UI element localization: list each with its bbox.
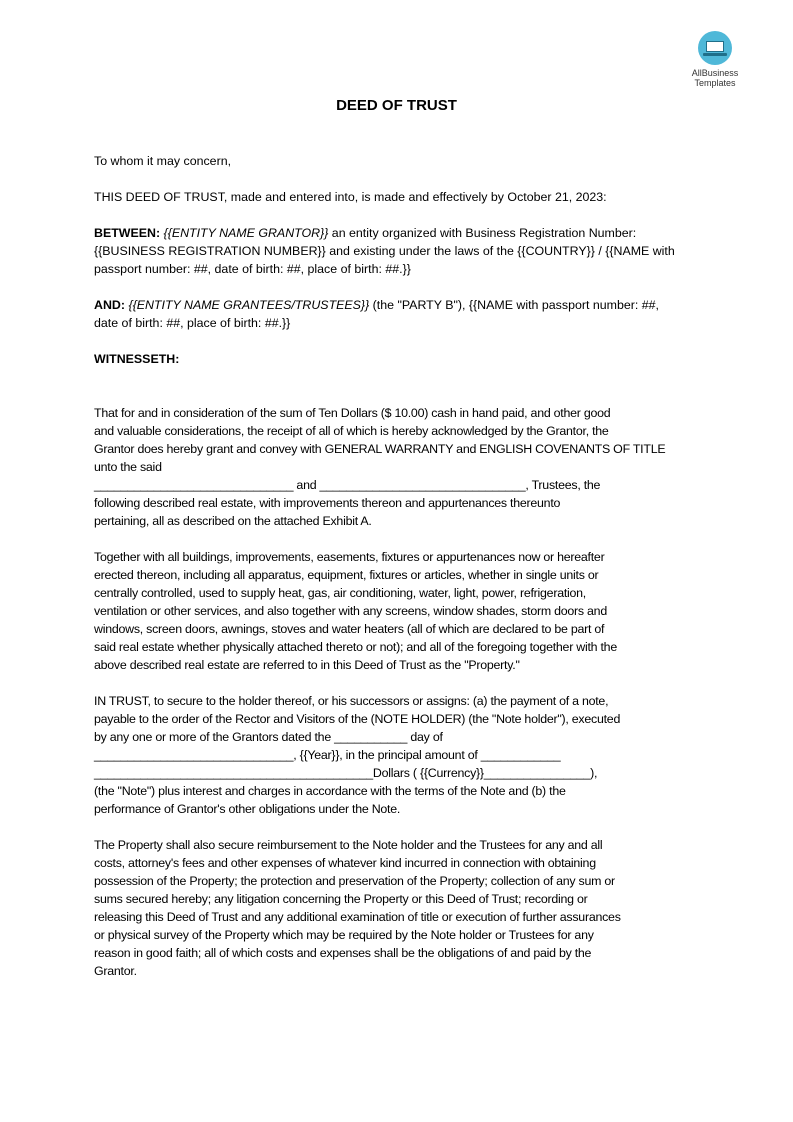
property-paragraph — [94, 548, 704, 674]
paragraph-line: ______________________________, {{Year}}, in the principal amount of ____________ — [94, 748, 561, 762]
logo-line-1: AllBusiness — [691, 68, 739, 78]
brand-logo — [680, 31, 750, 88]
witnesseth-heading: WITNESSETH: — [94, 352, 180, 366]
and-paragraph — [94, 296, 704, 332]
paragraph-line: erected thereon, including all apparatus, equipment, fixtures or articles, whether in single units or — [94, 568, 599, 582]
grantor-entity-placeholder: {{ENTITY NAME GRANTOR}} — [163, 226, 329, 240]
paragraph-line: centrally controlled, used to supply heat, gas, air conditioning, water, light, power, refrigeration, — [94, 586, 587, 600]
grantees-entity-placeholder: {{ENTITY NAME GRANTEES/TRUSTEES}} — [128, 298, 370, 312]
between-line-2: {{BUSINESS REGISTRATION NUMBER}} and existing under the laws of the {{COUNTRY}} / {{NAME with — [94, 244, 675, 258]
logo-line-2: Templates — [694, 78, 736, 88]
in-trust-paragraph — [94, 692, 704, 818]
and-line-1 — [94, 296, 704, 314]
between-line-1 — [94, 224, 704, 242]
paragraph-line: The Property shall also secure reimbursement to the Note holder and the Trustees for any and all — [94, 838, 603, 852]
paragraph-line: following described real estate, with improvements thereon and appurtenances thereunto — [94, 496, 561, 510]
paragraph-line: possession of the Property; the protection and preservation of the Property; collection of any sum or — [94, 874, 615, 888]
paragraph-line: (the "Note") plus interest and charges in accordance with the terms of the Note and (b) the — [94, 784, 566, 798]
logo-text — [680, 68, 750, 88]
between-line-3: passport number: ##, date of birth: ##, place of birth: ##.}} — [94, 262, 411, 276]
paragraph-line: __________________________________________Dollars ( {{Currency}}________________), — [94, 766, 598, 780]
paragraph-line: windows, screen doors, awnings, stoves and water heaters (all of which are declared to be part of — [94, 622, 605, 636]
paragraph-line: ______________________________ and _______________________________, Trustees, the — [94, 478, 601, 492]
paragraph-line: releasing this Deed of Trust and any additional examination of title or execution of further assurances — [94, 910, 621, 924]
greeting: To whom it may concern, — [94, 154, 232, 168]
laptop-icon — [698, 31, 732, 65]
paragraph-line: IN TRUST, to secure to the holder thereof, or his successors or assigns: (a) the payment of a note, — [94, 694, 609, 708]
between-line-1-rest: an entity organized with Business Registration Number: — [328, 226, 637, 240]
paragraph-line: said real estate whether physically attached thereto or not); and all of the foregoing together with the — [94, 640, 617, 654]
between-label: BETWEEN: — [94, 226, 161, 240]
paragraph-line: Grantor. — [94, 964, 137, 978]
and-label: AND: — [94, 298, 125, 312]
paragraph-line: That for and in consideration of the sum of Ten Dollars ($ 10.00) cash in hand paid, and other good — [94, 406, 611, 420]
paragraph-line: performance of Grantor's other obligations under the Note. — [94, 802, 401, 816]
paragraph-line: sums secured hereby; any litigation concerning the Property or this Deed of Trust; recording or — [94, 892, 588, 906]
paragraph-line: payable to the order of the Rector and Visitors of the (NOTE HOLDER) (the "Note holder"), executed — [94, 712, 621, 726]
consideration-paragraph — [94, 404, 704, 530]
paragraph-line: and valuable considerations, the receipt of all of which is hereby acknowledged by the Grantor, the — [94, 424, 609, 438]
paragraph-line: or physical survey of the Property which may be required by the Note holder or Trustees for any — [94, 928, 594, 942]
paragraph-line: unto the said — [94, 460, 162, 474]
paragraph-line: reason in good faith; all of which costs and expenses shall be the obligations of and paid by the — [94, 946, 592, 960]
paragraph-line: ventilation or other services, and also together with any screens, window shades, storm doors and — [94, 604, 607, 618]
and-line-2: date of birth: ##, place of birth: ##.}} — [94, 316, 291, 330]
between-paragraph — [94, 224, 704, 278]
and-line-1-rest: (the "PARTY B"), {{NAME with passport number: ##, — [369, 298, 659, 312]
document-body — [94, 152, 704, 998]
reimbursement-paragraph — [94, 836, 704, 980]
intro-paragraph: THIS DEED OF TRUST, made and entered into, is made and effectively by October 21, 2023: — [94, 190, 607, 204]
paragraph-line: pertaining, all as described on the attached Exhibit A. — [94, 514, 372, 528]
paragraph-line: by any one or more of the Grantors dated the ___________ day of — [94, 730, 443, 744]
paragraph-line: Grantor does hereby grant and convey with GENERAL WARRANTY and ENGLISH COVENANTS OF TITLE — [94, 442, 666, 456]
document-title: DEED OF TRUST — [336, 97, 457, 114]
paragraph-line: above described real estate are referred to in this Deed of Trust as the "Property." — [94, 658, 520, 672]
paragraph-line: Together with all buildings, improvements, easements, fixtures or appurtenances now or hereafter — [94, 550, 605, 564]
paragraph-line: costs, attorney's fees and other expenses of whatever kind incurred in connection with obtaining — [94, 856, 596, 870]
